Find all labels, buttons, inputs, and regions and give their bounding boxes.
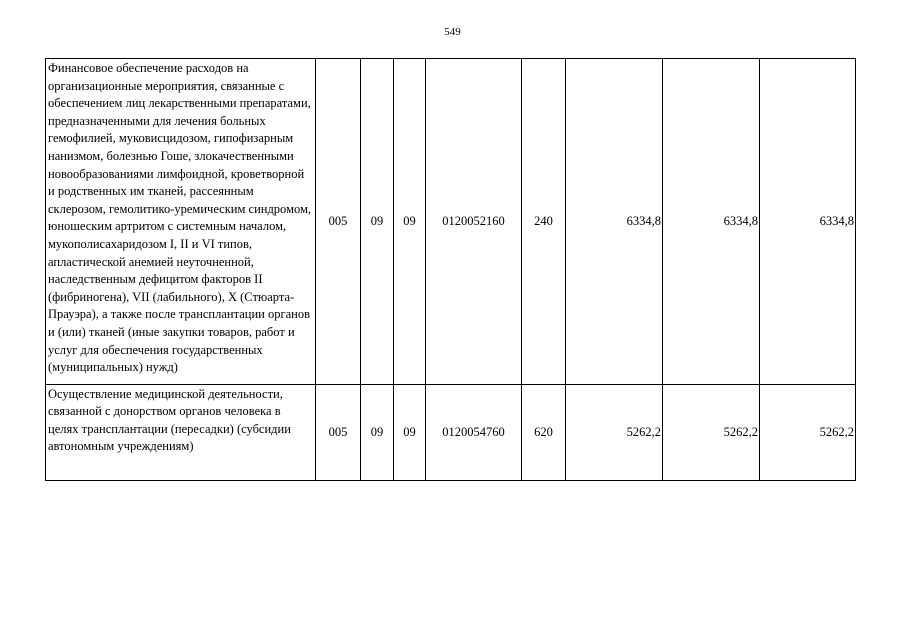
subsection-code-cell: 09 (394, 59, 426, 385)
table-row (46, 384, 856, 480)
section-code-cell: 09 (361, 59, 394, 385)
expense-name-cell: Осуществление медицинской деятельности, связанной с донорством органов человека в целях трансплантации (пересадки) (субсидии автономным учреждениям) (46, 384, 316, 480)
expense-type-cell: 240 (522, 59, 566, 385)
ministry-code-cell: 005 (316, 384, 361, 480)
amount-year-1-cell: 6334,8 (566, 59, 663, 385)
expense-name-cell: Финансовое обеспечение расходов на организационные мероприятия, связанные с обеспечением лиц лекарственными препаратами, предназначенными для лечения больных гемофилией, муковисцидозом, гипофизарным нанизмом, болезнью Гоше, злокачественными новообразованиями лимфоидной, кроветворной и родственных им тканей, рассеянным склерозом, гемолитико-уремическим синдромом, юношеским артритом с системным началом, мукополисахаридозом I, II и VI типов, апластической анемией неуточненной, наследственным дефицитом факторов II (фибриногена), VII (лабильного), X (Стюарта-Прауэра), а также после трансплантации органов и (или) тканей (иные закупки товаров, работ и услуг для обеспечения государственных (муниципальных) нужд) (46, 59, 316, 385)
ministry-code-cell: 005 (316, 59, 361, 385)
expense-type-cell: 620 (522, 384, 566, 480)
amount-year-2-cell: 5262,2 (663, 384, 760, 480)
target-article-cell: 0120052160 (426, 59, 522, 385)
amount-year-1-cell: 5262,2 (566, 384, 663, 480)
subsection-code-cell: 09 (394, 384, 426, 480)
target-article-cell: 0120054760 (426, 384, 522, 480)
amount-year-3-cell: 5262,2 (760, 384, 856, 480)
table-row (46, 59, 856, 385)
page-number: 549 (444, 26, 461, 38)
budget-table (45, 58, 856, 481)
amount-year-3-cell: 6334,8 (760, 59, 856, 385)
section-code-cell: 09 (361, 384, 394, 480)
amount-year-2-cell: 6334,8 (663, 59, 760, 385)
